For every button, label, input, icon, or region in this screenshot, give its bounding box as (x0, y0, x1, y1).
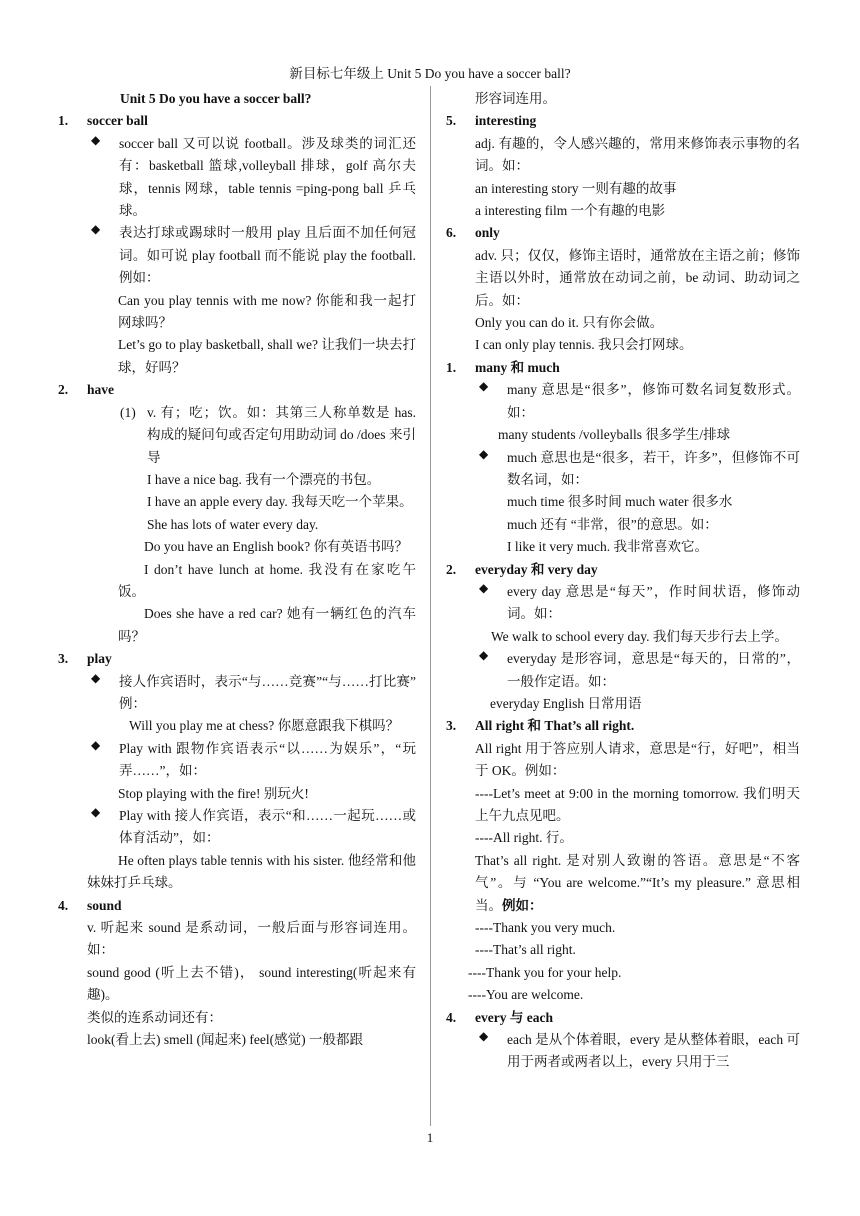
example-sentence: Only you can do it. 只有你会做。 (475, 315, 664, 331)
section-all-right (446, 715, 800, 737)
bullet-text: every day 意思是“每天”，作时间状语，修饰动词。如： (507, 583, 800, 622)
diamond-bullet-icon: ◆ (479, 446, 489, 461)
numbered-point (58, 402, 416, 469)
bullet-text: everyday 是形容词，意思是“每天的，日常的”，一般作定语。如： (507, 651, 800, 689)
bullet-text: much 意思也是“很多，若干，许多”，但修饰不可数名词，如： (507, 449, 800, 487)
section-everyday (446, 559, 800, 581)
example-sentence: We walk to school every day. 我们每天步行去上学。 (491, 628, 788, 644)
section-heading: many 和 much (475, 359, 560, 375)
section-heading: have (87, 382, 114, 398)
section-heading: every 与 each (475, 1009, 553, 1025)
dialogue-line: ----Let’s meet at 9:00 in the morning tomorrow. 我们明天上午九点见吧。 (475, 785, 800, 823)
example-sentence: I have an apple every day. 我每天吃一个苹果。 (147, 494, 413, 510)
diamond-bullet-icon: ◆ (91, 222, 101, 237)
example-sentence: a interesting film 一个有趣的电影 (475, 203, 666, 219)
section-number: 4. (446, 1009, 457, 1025)
diamond-bullet-icon: ◆ (479, 379, 489, 394)
continued-text: 形容词连用。 (475, 91, 556, 106)
section-heading: All right 和 That’s all right. (475, 718, 635, 734)
bullet-text: Play with 跟物作宾语表示“以……为娱乐”，“玩弄……”，如： (119, 740, 416, 779)
paragraph-text: That’s all right. 是对别人致谢的答语。意思是“不客气”。与 “You are welcome.”“It’s my pleasure.” 意思相当。 (475, 852, 800, 913)
section-only (446, 222, 800, 244)
bullet-item (446, 379, 800, 424)
section-every-each (446, 1007, 800, 1029)
bullet-text: Play with 接人作宾语，表示“和……一起玩……或体育活动”，如： (119, 808, 416, 846)
diamond-bullet-icon: ◆ (91, 737, 101, 752)
bullet-item (446, 1029, 800, 1074)
dialogue-line: ----Thank you for your help. (468, 964, 622, 980)
example-sentence: He often plays table tennis with his sister. 他经常和他妹妹打乒乓球。 (87, 852, 416, 891)
section-number: 2. (446, 561, 457, 577)
section-heading: soccer ball (87, 113, 148, 129)
bullet-item (58, 738, 416, 783)
example-sentence: everyday English 日常用语 (490, 695, 642, 711)
example-sentence: I like it very much. 我非常喜欢它。 (507, 539, 708, 555)
unit-title: Unit 5 Do you have a soccer ball? (120, 91, 312, 106)
section-interesting (446, 110, 800, 132)
diamond-bullet-icon: ◆ (91, 670, 101, 685)
paragraph: adv. 只；仅仅，修饰主语时，通常放在主语之前；修饰主语以外时，通常放在动词之前，be 动词、助动词之后。如： (475, 247, 800, 308)
point-label: (1) (120, 404, 136, 420)
paragraph: All right 用于答应别人请求，意思是“行，好吧”，相当于 OK。例如： (475, 740, 800, 779)
diamond-bullet-icon: ◆ (479, 1029, 489, 1044)
section-heading: play (87, 651, 112, 667)
section-many-much (446, 357, 800, 379)
point-text: v. 有；吃；饮。如：其第三人称单数是 has. 构成的疑问句或否定句用助动词 do /does 来引导 (147, 404, 416, 465)
section-number: 4. (58, 897, 69, 913)
dialogue-line: ----All right. 行。 (475, 830, 573, 846)
example-sentence: Do you have an English book? 你有英语书吗？ (144, 539, 408, 555)
section-sound (58, 895, 416, 917)
bullet-item (58, 671, 416, 716)
example-sentence: I have a nice bag. 我有一个漂亮的书包。 (147, 471, 381, 487)
bullet-text: soccer ball 又可以说 football。涉及球类的词汇还有：basketball 篮球,volleyball 排球，golf 高尔夫球，tennis 网球，table tennis =ping-pong ball 乒乓球。 (119, 135, 416, 219)
bullet-item (446, 581, 800, 626)
diamond-bullet-icon: ◆ (91, 805, 101, 819)
example-sentence: much 还有 “非常，很”的意思。如： (507, 516, 718, 532)
bullet-item (58, 805, 416, 850)
bullet-text: many 意思是“很多”，修饰可数名词复数形式。如： (507, 382, 800, 420)
bullet-text: each 是从个体着眼，every 是从整体着眼，each 可用于两者或两者以上，every 只用于三 (507, 1032, 800, 1070)
dialogue-line: ----You are welcome. (468, 987, 584, 1003)
section-number: 2. (58, 382, 69, 398)
section-heading: sound (87, 897, 122, 913)
section-number: 1. (446, 359, 457, 375)
page-number: 1 (426, 1130, 434, 1145)
bullet-item (446, 447, 800, 492)
section-number: 3. (446, 718, 457, 734)
example-sentence: She has lots of water every day. (147, 516, 319, 532)
dialogue-line: ----That’s all right. (475, 942, 576, 958)
bullet-text: 表达打球或踢球时一般用 play 且后面不加任何冠词。如可说 play football 而不能说 play the football. 例如： (119, 225, 416, 286)
section-number: 5. (446, 113, 457, 129)
bullet-item (58, 222, 416, 289)
paragraph: sound good (听上去不错)， sound interesting(听起来有趣)。 (87, 964, 416, 1003)
section-play (58, 648, 416, 670)
section-heading: only (475, 225, 500, 241)
column-divider (430, 86, 431, 1126)
section-have (58, 379, 416, 401)
example-sentence: an interesting story 一则有趣的故事 (475, 180, 677, 196)
diamond-bullet-icon: ◆ (479, 580, 489, 595)
bullet-item (58, 133, 416, 223)
section-soccer-ball (58, 110, 416, 132)
paragraph (446, 850, 800, 917)
paragraph: adj. 有趣的，令人感兴趣的，常用来修饰表示事物的名词。如： (475, 135, 800, 174)
example-sentence: I can only play tennis. 我只会打网球。 (475, 337, 693, 353)
section-heading: everyday 和 very day (475, 561, 598, 577)
page-header: 新目标七年级上 Unit 5 Do you have a soccer ball? (289, 66, 571, 81)
paragraph: 类似的连系动词还有： (87, 1009, 222, 1025)
bullet-text: 接人作宾语时，表示“与……竞赛”“与……打比赛” 例： (119, 673, 416, 711)
diamond-bullet-icon: ◆ (479, 648, 489, 663)
example-sentence: many students /volleyballs 很多学生/排球 (498, 427, 731, 443)
section-number: 1. (58, 113, 69, 129)
example-sentence: Let’s go to play basketball, shall we? 让我们一块去打球，好吗？ (118, 337, 416, 375)
left-column (58, 88, 416, 1051)
example-sentence: I don’t have lunch at home. 我没有在家吃午饭。 (118, 561, 416, 599)
example-sentence: Will you play me at chess? 你愿意跟我下棋吗？ (129, 718, 400, 734)
right-column (446, 88, 800, 1074)
bullet-item (446, 648, 800, 693)
section-number: 3. (58, 651, 69, 667)
section-heading: interesting (475, 113, 537, 129)
example-sentence: Can you play tennis with me now? 你能和我一起打网球吗？ (118, 292, 416, 331)
diamond-bullet-icon: ◆ (91, 132, 101, 147)
example-sentence: much time 很多时间 much water 很多水 (507, 494, 733, 510)
example-sentence: Stop playing with the fire! 别玩火! (118, 785, 309, 801)
paragraph: look(看上去) smell (闻起来) feel(感觉) 一般都跟 (87, 1032, 363, 1048)
example-label: 例如： (502, 897, 543, 913)
example-sentence: Does she have a red car? 她有一辆红色的汽车吗？ (118, 606, 416, 644)
paragraph: v. 听起来 sound 是系动词，一般后面与形容词连用。如： (87, 920, 416, 958)
dialogue-line: ----Thank you very much. (475, 920, 616, 936)
section-number: 6. (446, 225, 457, 241)
